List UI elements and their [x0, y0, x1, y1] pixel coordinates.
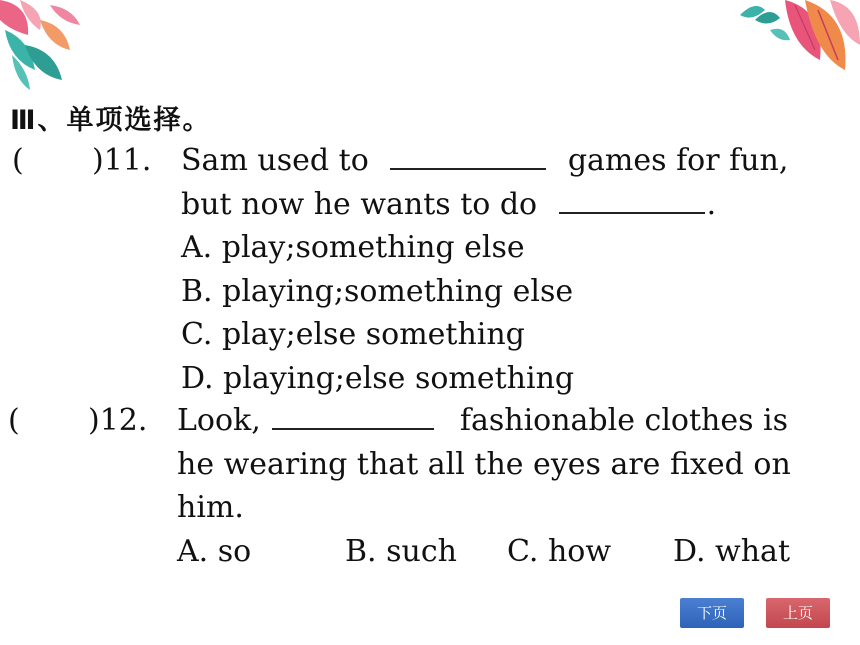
q12-stem-part-1: Look, — [177, 403, 261, 438]
q11-option-d: D. playing;else something — [181, 361, 575, 396]
q11-blank-2 — [559, 192, 705, 214]
q12-line-3: him. — [177, 490, 244, 525]
q11-stem-part-1: Sam used to — [181, 143, 369, 178]
q11-stem-period: . — [706, 187, 717, 222]
q12-option-a: A. so — [177, 534, 252, 569]
q11-stem-part-2: games for fun, — [567, 143, 789, 178]
q12-option-b: B. such — [345, 534, 457, 569]
q12-stem-part-2: fashionable clothes is — [459, 403, 789, 438]
top-left-leaf-decoration — [0, 0, 90, 95]
previous-page-button[interactable]: 上页 — [766, 598, 830, 628]
q11-blank-1 — [390, 148, 546, 170]
q12-open-paren: ( — [8, 403, 20, 438]
q11-line-2 — [181, 187, 717, 222]
q11-answer-paren — [12, 143, 24, 178]
q11-open-paren: ( — [12, 143, 24, 178]
q12-blank-1 — [272, 408, 434, 430]
q12-options-row — [177, 534, 790, 569]
q11-number: )11. — [92, 143, 152, 178]
q11-line-1 — [181, 143, 789, 178]
q11-stem-part-3: but now he wants to do — [181, 187, 538, 222]
q12-line-1 — [177, 403, 789, 438]
q12-option-d: D. what — [673, 534, 790, 569]
section-title: Ⅲ、单项选择。 — [10, 105, 212, 136]
top-right-leaf-decoration — [730, 0, 860, 75]
q11-option-c: C. play;else something — [181, 317, 525, 352]
q12-answer-paren — [8, 403, 20, 438]
next-page-button[interactable]: 下页 — [680, 598, 744, 628]
q12-number: )12. — [88, 403, 148, 438]
q11-option-a: A. play;something else — [181, 230, 525, 265]
q12-option-c: C. how — [507, 534, 612, 569]
q11-option-b: B. playing;something else — [181, 274, 574, 309]
q12-line-2: he wearing that all the eyes are fixed on — [177, 447, 791, 482]
